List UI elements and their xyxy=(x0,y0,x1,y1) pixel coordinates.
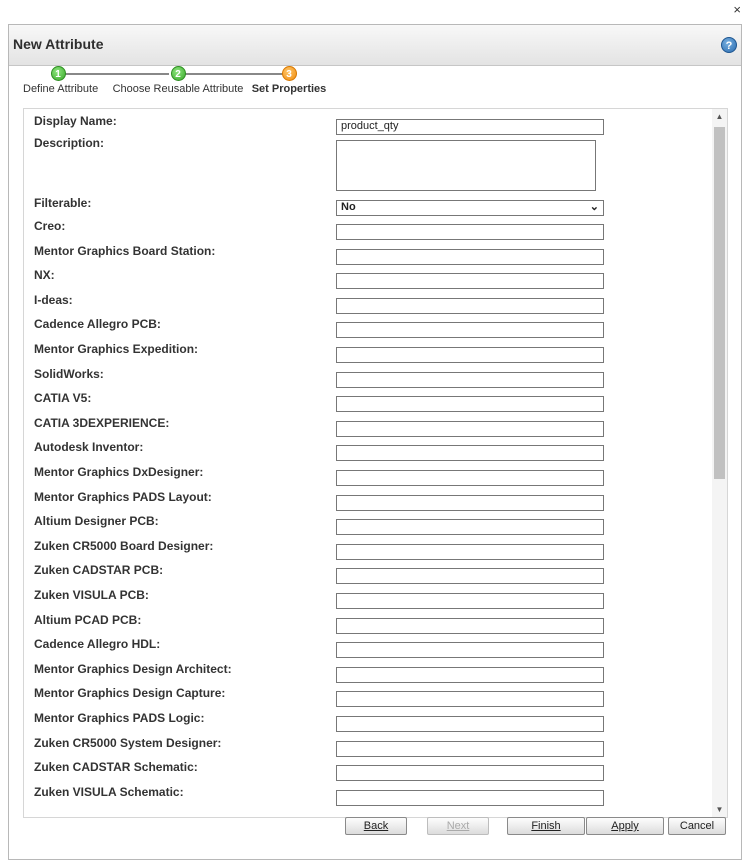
cad-field-input[interactable] xyxy=(336,544,604,560)
cad-field-label: CATIA V5: xyxy=(34,391,92,406)
step-3-active-icon: 3 xyxy=(282,66,297,81)
cad-field-label: Creo: xyxy=(34,219,66,233)
cad-field-label: Mentor Graphics PADS Logic: xyxy=(34,711,205,725)
cad-field-input[interactable] xyxy=(336,298,604,314)
cad-field-input[interactable] xyxy=(336,273,604,289)
vertical-scrollbar[interactable] xyxy=(712,109,727,817)
wizard-step-choose-reusable-attribute[interactable] xyxy=(108,66,248,95)
help-icon[interactable]: ? xyxy=(721,37,737,53)
scrollbar-thumb[interactable] xyxy=(714,127,725,479)
cad-field-label: Mentor Graphics Design Capture: xyxy=(34,686,226,701)
cad-field-label: Autodesk Inventor: xyxy=(34,440,144,455)
apply-button[interactable] xyxy=(586,817,664,835)
next-button-label: Next xyxy=(446,820,470,832)
cad-field-input[interactable] xyxy=(336,445,604,461)
cad-field-input[interactable] xyxy=(336,691,604,707)
cad-field-input[interactable] xyxy=(336,224,604,240)
step-2-complete-icon: 2 xyxy=(171,66,186,81)
filterable-select[interactable] xyxy=(336,200,604,216)
back-button-label: Back xyxy=(363,820,389,832)
cad-field-label: Mentor Graphics DxDesigner: xyxy=(34,465,204,479)
step-label: Choose Reusable Attribute xyxy=(112,83,244,95)
new-attribute-dialog xyxy=(8,24,742,860)
wizard-step-define-attribute[interactable] xyxy=(23,66,99,95)
cad-field-input[interactable] xyxy=(336,396,604,412)
scroll-down-arrow-icon[interactable]: ▼ xyxy=(715,805,724,814)
cad-field-input[interactable] xyxy=(336,347,604,363)
cad-field-input[interactable] xyxy=(336,470,604,486)
cad-field-input[interactable] xyxy=(336,322,604,338)
cad-field-label: CATIA 3DEXPERIENCE: xyxy=(34,415,170,430)
scroll-up-arrow-icon[interactable]: ▲ xyxy=(715,112,724,121)
apply-button-label: Apply xyxy=(611,820,639,832)
wizard-steps xyxy=(9,66,741,96)
cad-field-label: NX: xyxy=(34,268,55,283)
cad-field-input[interactable] xyxy=(336,519,604,535)
chevron-down-icon: ⌄ xyxy=(589,201,599,213)
cad-field-input[interactable] xyxy=(336,593,604,609)
cad-field-input[interactable] xyxy=(336,642,604,658)
next-button[interactable] xyxy=(427,817,489,835)
display-name-label: Display Name: xyxy=(34,114,117,128)
finish-button[interactable] xyxy=(507,817,585,835)
cad-field-label: Zuken VISULA Schematic: xyxy=(34,784,184,799)
cad-field-label: SolidWorks: xyxy=(34,366,104,381)
step-label: Define Attribute xyxy=(23,83,99,95)
cad-field-input[interactable] xyxy=(336,667,604,683)
description-label: Description: xyxy=(34,136,105,150)
cad-field-input[interactable] xyxy=(336,765,604,781)
back-button[interactable] xyxy=(345,817,407,835)
cad-field-label: Altium PCAD PCB: xyxy=(34,612,142,627)
cad-field-label: Cadence Allegro PCB: xyxy=(34,317,161,332)
wizard-step-set-properties[interactable] xyxy=(251,66,327,95)
cad-field-label: Mentor Graphics Board Station: xyxy=(34,243,216,258)
cad-field-input[interactable] xyxy=(336,568,604,584)
cad-field-label: Zuken CADSTAR Schematic: xyxy=(34,760,198,775)
cad-field-input[interactable] xyxy=(336,249,604,265)
cad-field-input[interactable] xyxy=(336,421,604,437)
cad-field-label: Cadence Allegro HDL: xyxy=(34,637,161,652)
cad-field-input[interactable] xyxy=(336,618,604,634)
display-name-input[interactable]: product_qty xyxy=(336,119,604,135)
cad-field-label: Altium Designer PCB: xyxy=(34,514,159,529)
finish-button-label: Finish xyxy=(531,820,561,832)
cad-field-label: Zuken CADSTAR PCB: xyxy=(34,563,164,578)
cad-field-input[interactable] xyxy=(336,790,604,806)
cancel-button[interactable] xyxy=(668,817,726,835)
cad-field-input[interactable] xyxy=(336,495,604,511)
cad-field-label: Zuken CR5000 System Designer: xyxy=(34,735,222,750)
properties-scroll-panel[interactable] xyxy=(23,108,728,818)
filterable-selected-value: No xyxy=(341,201,356,213)
cad-field-input[interactable] xyxy=(336,716,604,732)
step-1-complete-icon: 1 xyxy=(51,66,66,81)
cad-field-label: I-deas: xyxy=(34,292,73,307)
cad-field-label: Zuken CR5000 Board Designer: xyxy=(34,538,214,553)
dialog-title: New Attribute xyxy=(13,36,104,52)
cad-field-label: Mentor Graphics PADS Layout: xyxy=(34,489,212,504)
filterable-label: Filterable: xyxy=(34,196,92,210)
description-textarea[interactable] xyxy=(336,140,596,191)
cad-field-input[interactable] xyxy=(336,741,604,757)
cancel-button-label: Cancel xyxy=(679,820,715,832)
step-label: Set Properties xyxy=(251,83,327,95)
cad-field-input[interactable] xyxy=(336,372,604,388)
cad-field-label: Mentor Graphics Expedition: xyxy=(34,342,199,356)
dialog-titlebar xyxy=(9,25,741,66)
cad-field-label: Zuken VISULA PCB: xyxy=(34,588,149,602)
close-window-icon[interactable]: × xyxy=(733,2,741,17)
cad-field-label: Mentor Graphics Design Architect: xyxy=(34,661,232,676)
